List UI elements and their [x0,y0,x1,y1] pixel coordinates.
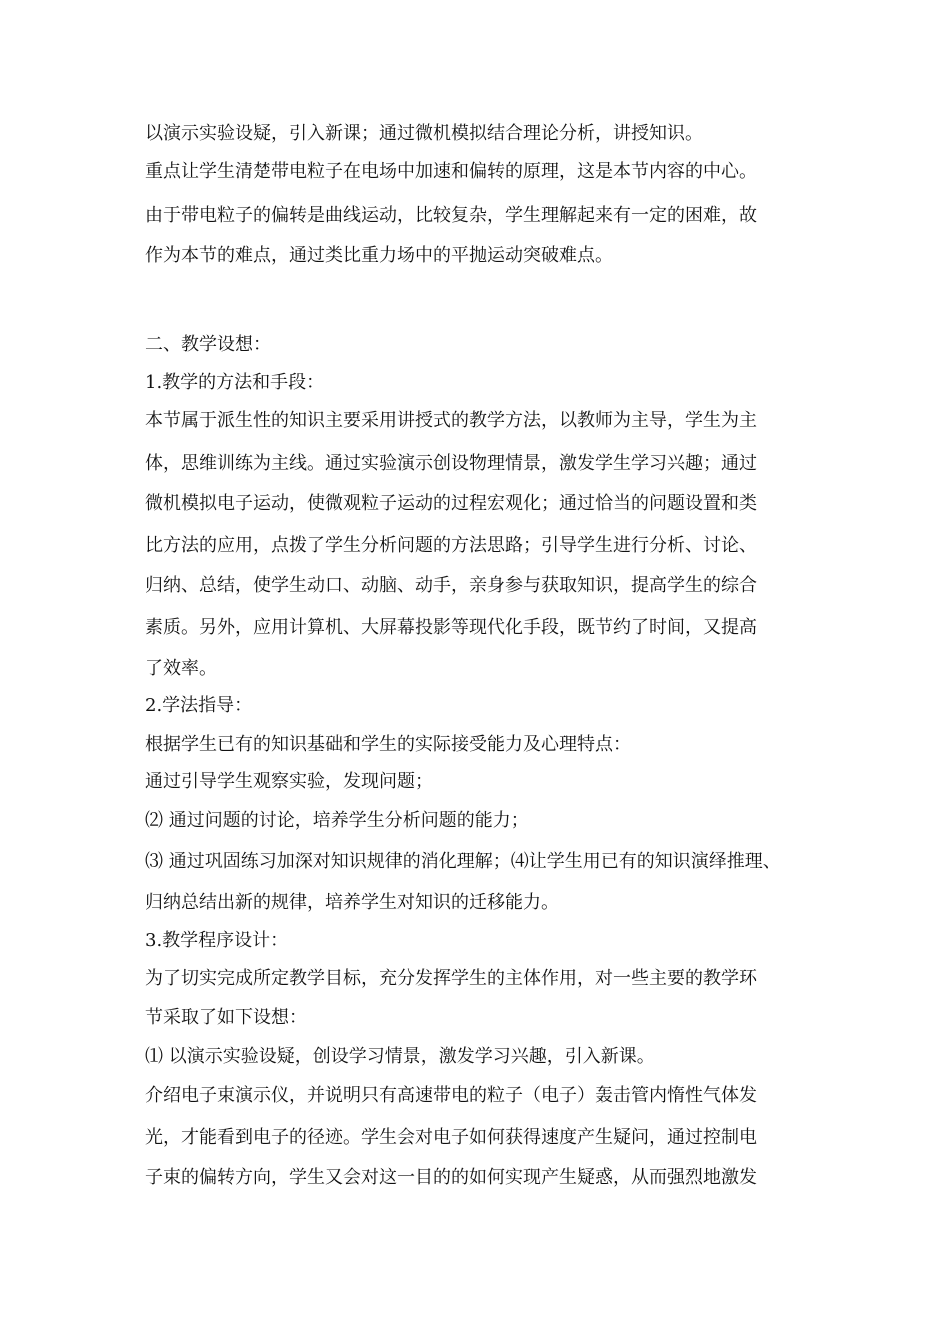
paragraph-line: 节采取了如下设想： [145,1007,307,1028]
paragraph-line: 根据学生已有的知识基础和学生的实际接受能力及心理特点： [145,734,631,755]
paragraph-line: 比方法的应用，点拨了学生分析问题的方法思路；引导学生进行分析、讨论、 [145,535,757,556]
paragraph-line: 素质。另外，应用计算机、大屏幕投影等现代化手段，既节约了时间，又提高 [145,617,757,638]
subsection-heading: 3.教学程序设计： [145,930,289,951]
section-heading: 二、教学设想： [145,334,271,355]
paragraph-line: 介绍电子束演示仪，并说明只有高速带电的粒子（电子）轰击管内惰性气体发 [145,1085,757,1106]
list-item: ⑴ 以演示实验设疑，创设学习情景，激发学习兴趣，引入新课。 [145,1046,655,1067]
subsection-heading: 1.教学的方法和手段： [145,372,325,393]
paragraph-line: 子束的偏转方向，学生又会对这一目的的如何实现产生疑惑，从而强烈地激发 [145,1167,757,1188]
paragraph-line: 光，才能看到电子的径迹。学生会对电子如何获得速度产生疑问，通过控制电 [145,1127,757,1148]
paragraph-line: 由于带电粒子的偏转是曲线运动，比较复杂，学生理解起来有一定的困难，故 [145,205,757,226]
paragraph-line: 为了切实完成所定教学目标，充分发挥学生的主体作用，对一些主要的教学环 [145,968,757,989]
subsection-heading: 2.学法指导： [145,695,253,716]
list-item: ⑶ 通过巩固练习加深对知识规律的消化理解；⑷让学生用已有的知识演绎推理、 [145,851,781,872]
paragraph-line: 重点让学生清楚带电粒子在电场中加速和偏转的原理，这是本节内容的中心。 [145,161,757,182]
paragraph-line: 本节属于派生性的知识主要采用讲授式的教学方法，以教师为主导，学生为主 [145,410,757,431]
paragraph-line: 通过引导学生观察实验，发现问题； [145,771,433,792]
paragraph-line: 以演示实验设疑，引入新课；通过微机模拟结合理论分析，讲授知识。 [145,123,703,144]
paragraph-line: 微机模拟电子运动，使微观粒子运动的过程宏观化；通过恰当的问题设置和类 [145,493,757,514]
paragraph-line: 作为本节的难点，通过类比重力场中的平抛运动突破难点。 [145,245,613,266]
paragraph-line: 归纳总结出新的规律，培养学生对知识的迁移能力。 [145,892,559,913]
paragraph-line: 了效率。 [145,658,217,679]
paragraph-line: 归纳、总结，使学生动口、动脑、动手，亲身参与获取知识，提高学生的综合 [145,575,757,596]
list-item: ⑵ 通过问题的讨论，培养学生分析问题的能力； [145,810,529,831]
paragraph-line: 体，思维训练为主线。通过实验演示创设物理情景，激发学生学习兴趣；通过 [145,453,757,474]
